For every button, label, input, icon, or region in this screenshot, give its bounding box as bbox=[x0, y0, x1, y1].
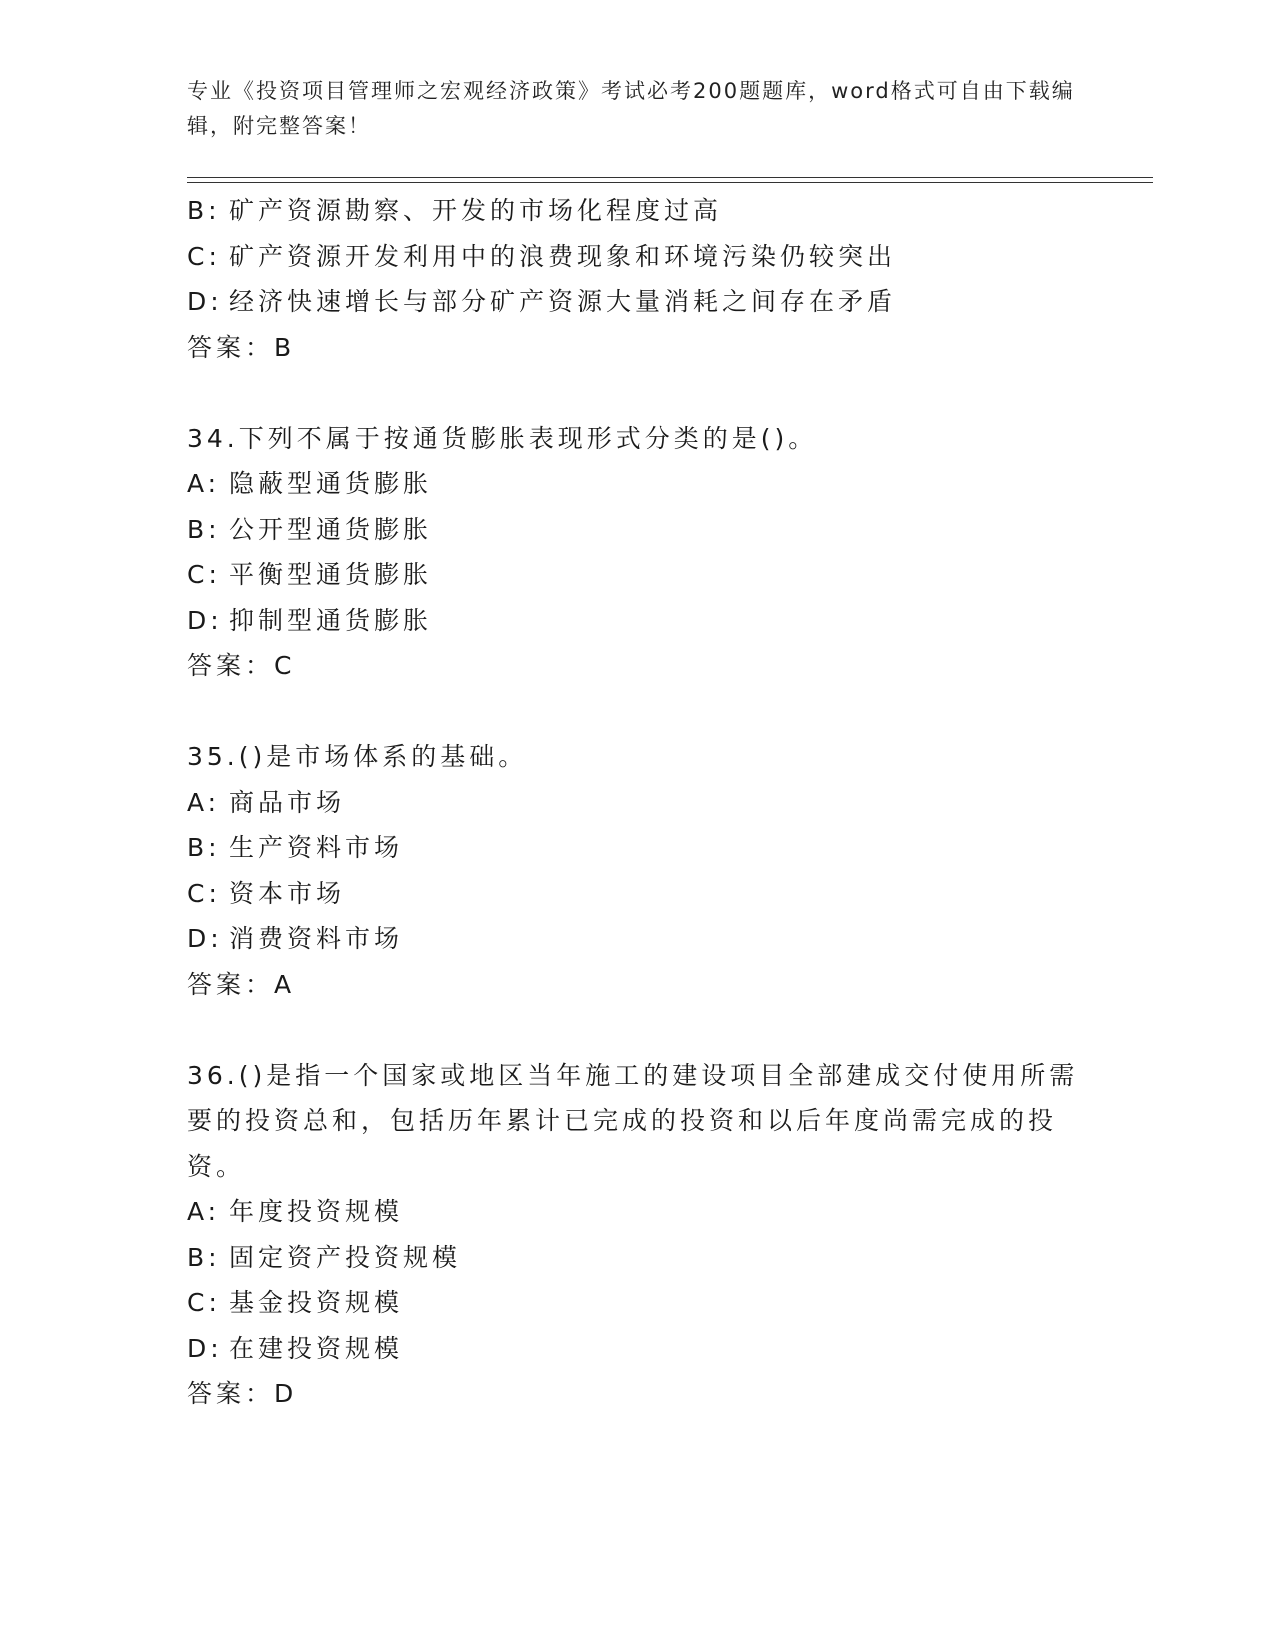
option-label: B: bbox=[187, 1242, 221, 1272]
option-label: C: bbox=[187, 560, 221, 589]
option-label: B: bbox=[187, 514, 221, 544]
option-text: 抑制型通货膨胀 bbox=[229, 605, 433, 635]
option-line bbox=[187, 780, 1087, 826]
option-line bbox=[187, 188, 1087, 234]
option-text: 公开型通货膨胀 bbox=[229, 514, 433, 544]
question-block-35 bbox=[187, 734, 1087, 1007]
option-label: B: bbox=[187, 833, 221, 862]
option-label: D: bbox=[187, 605, 223, 635]
option-label: C: bbox=[187, 878, 221, 908]
option-label: C: bbox=[187, 241, 221, 271]
option-line bbox=[187, 279, 1087, 325]
document-header bbox=[187, 74, 1087, 144]
option-line bbox=[187, 825, 1087, 871]
option-line bbox=[187, 1326, 1087, 1372]
answer-line: 答案：B bbox=[187, 332, 296, 362]
carryover-block bbox=[187, 188, 1087, 370]
question-block-34 bbox=[187, 416, 1087, 689]
option-line bbox=[187, 552, 1087, 598]
header-text: 专业《投资项目管理师之宏观经济政策》考试必考200题题库，word格式可自由下载编辑，附完整答案！ bbox=[187, 79, 1075, 138]
option-text: 消费资料市场 bbox=[229, 924, 404, 953]
option-line bbox=[187, 1189, 1087, 1235]
option-label: A: bbox=[187, 469, 221, 498]
option-line bbox=[187, 598, 1087, 644]
option-text: 生产资料市场 bbox=[229, 833, 404, 862]
option-line bbox=[187, 461, 1087, 507]
option-label: B: bbox=[187, 196, 221, 225]
answer-line: 答案：A bbox=[187, 969, 296, 999]
option-text: 隐蔽型通货膨胀 bbox=[229, 469, 433, 498]
question-block-36 bbox=[187, 1053, 1087, 1417]
option-text: 平衡型通货膨胀 bbox=[229, 560, 433, 589]
option-text: 基金投资规模 bbox=[229, 1288, 404, 1317]
option-line bbox=[187, 507, 1087, 553]
question-content bbox=[187, 188, 1087, 1417]
option-line bbox=[187, 916, 1087, 962]
header-rule-top bbox=[187, 177, 1153, 178]
option-label: A: bbox=[187, 1197, 221, 1226]
option-line bbox=[187, 871, 1087, 917]
option-label: D: bbox=[187, 1333, 223, 1363]
question-stem: 35.()是市场体系的基础。 bbox=[187, 742, 528, 771]
question-stem: 34.下列不属于按通货膨胀表现形式分类的是()。 bbox=[187, 423, 818, 453]
header-rule-bottom bbox=[187, 182, 1153, 183]
option-label: D: bbox=[187, 287, 223, 316]
option-text: 年度投资规模 bbox=[229, 1197, 404, 1226]
question-stem: 36.()是指一个国家或地区当年施工的建设项目全部建成交付使用所需要的投资总和，包括历年累计已完成的投资和以后年度尚需完成的投资。 bbox=[187, 1060, 1079, 1181]
option-text: 在建投资规模 bbox=[229, 1333, 404, 1363]
answer-line: 答案：C bbox=[187, 651, 296, 680]
option-label: A: bbox=[187, 787, 221, 817]
option-text: 固定资产投资规模 bbox=[229, 1242, 462, 1272]
answer-line: 答案：D bbox=[187, 1379, 298, 1408]
option-label: D: bbox=[187, 924, 223, 953]
option-text: 商品市场 bbox=[229, 787, 346, 817]
option-label: C: bbox=[187, 1288, 221, 1317]
option-line bbox=[187, 234, 1087, 280]
option-text: 经济快速增长与部分矿产资源大量消耗之间存在矛盾 bbox=[229, 287, 897, 316]
option-text: 矿产资源开发利用中的浪费现象和环境污染仍较突出 bbox=[229, 241, 897, 271]
option-line bbox=[187, 1235, 1087, 1281]
option-text: 矿产资源勘察、开发的市场化程度过高 bbox=[229, 196, 723, 225]
option-text: 资本市场 bbox=[229, 878, 346, 908]
option-line bbox=[187, 1280, 1087, 1326]
